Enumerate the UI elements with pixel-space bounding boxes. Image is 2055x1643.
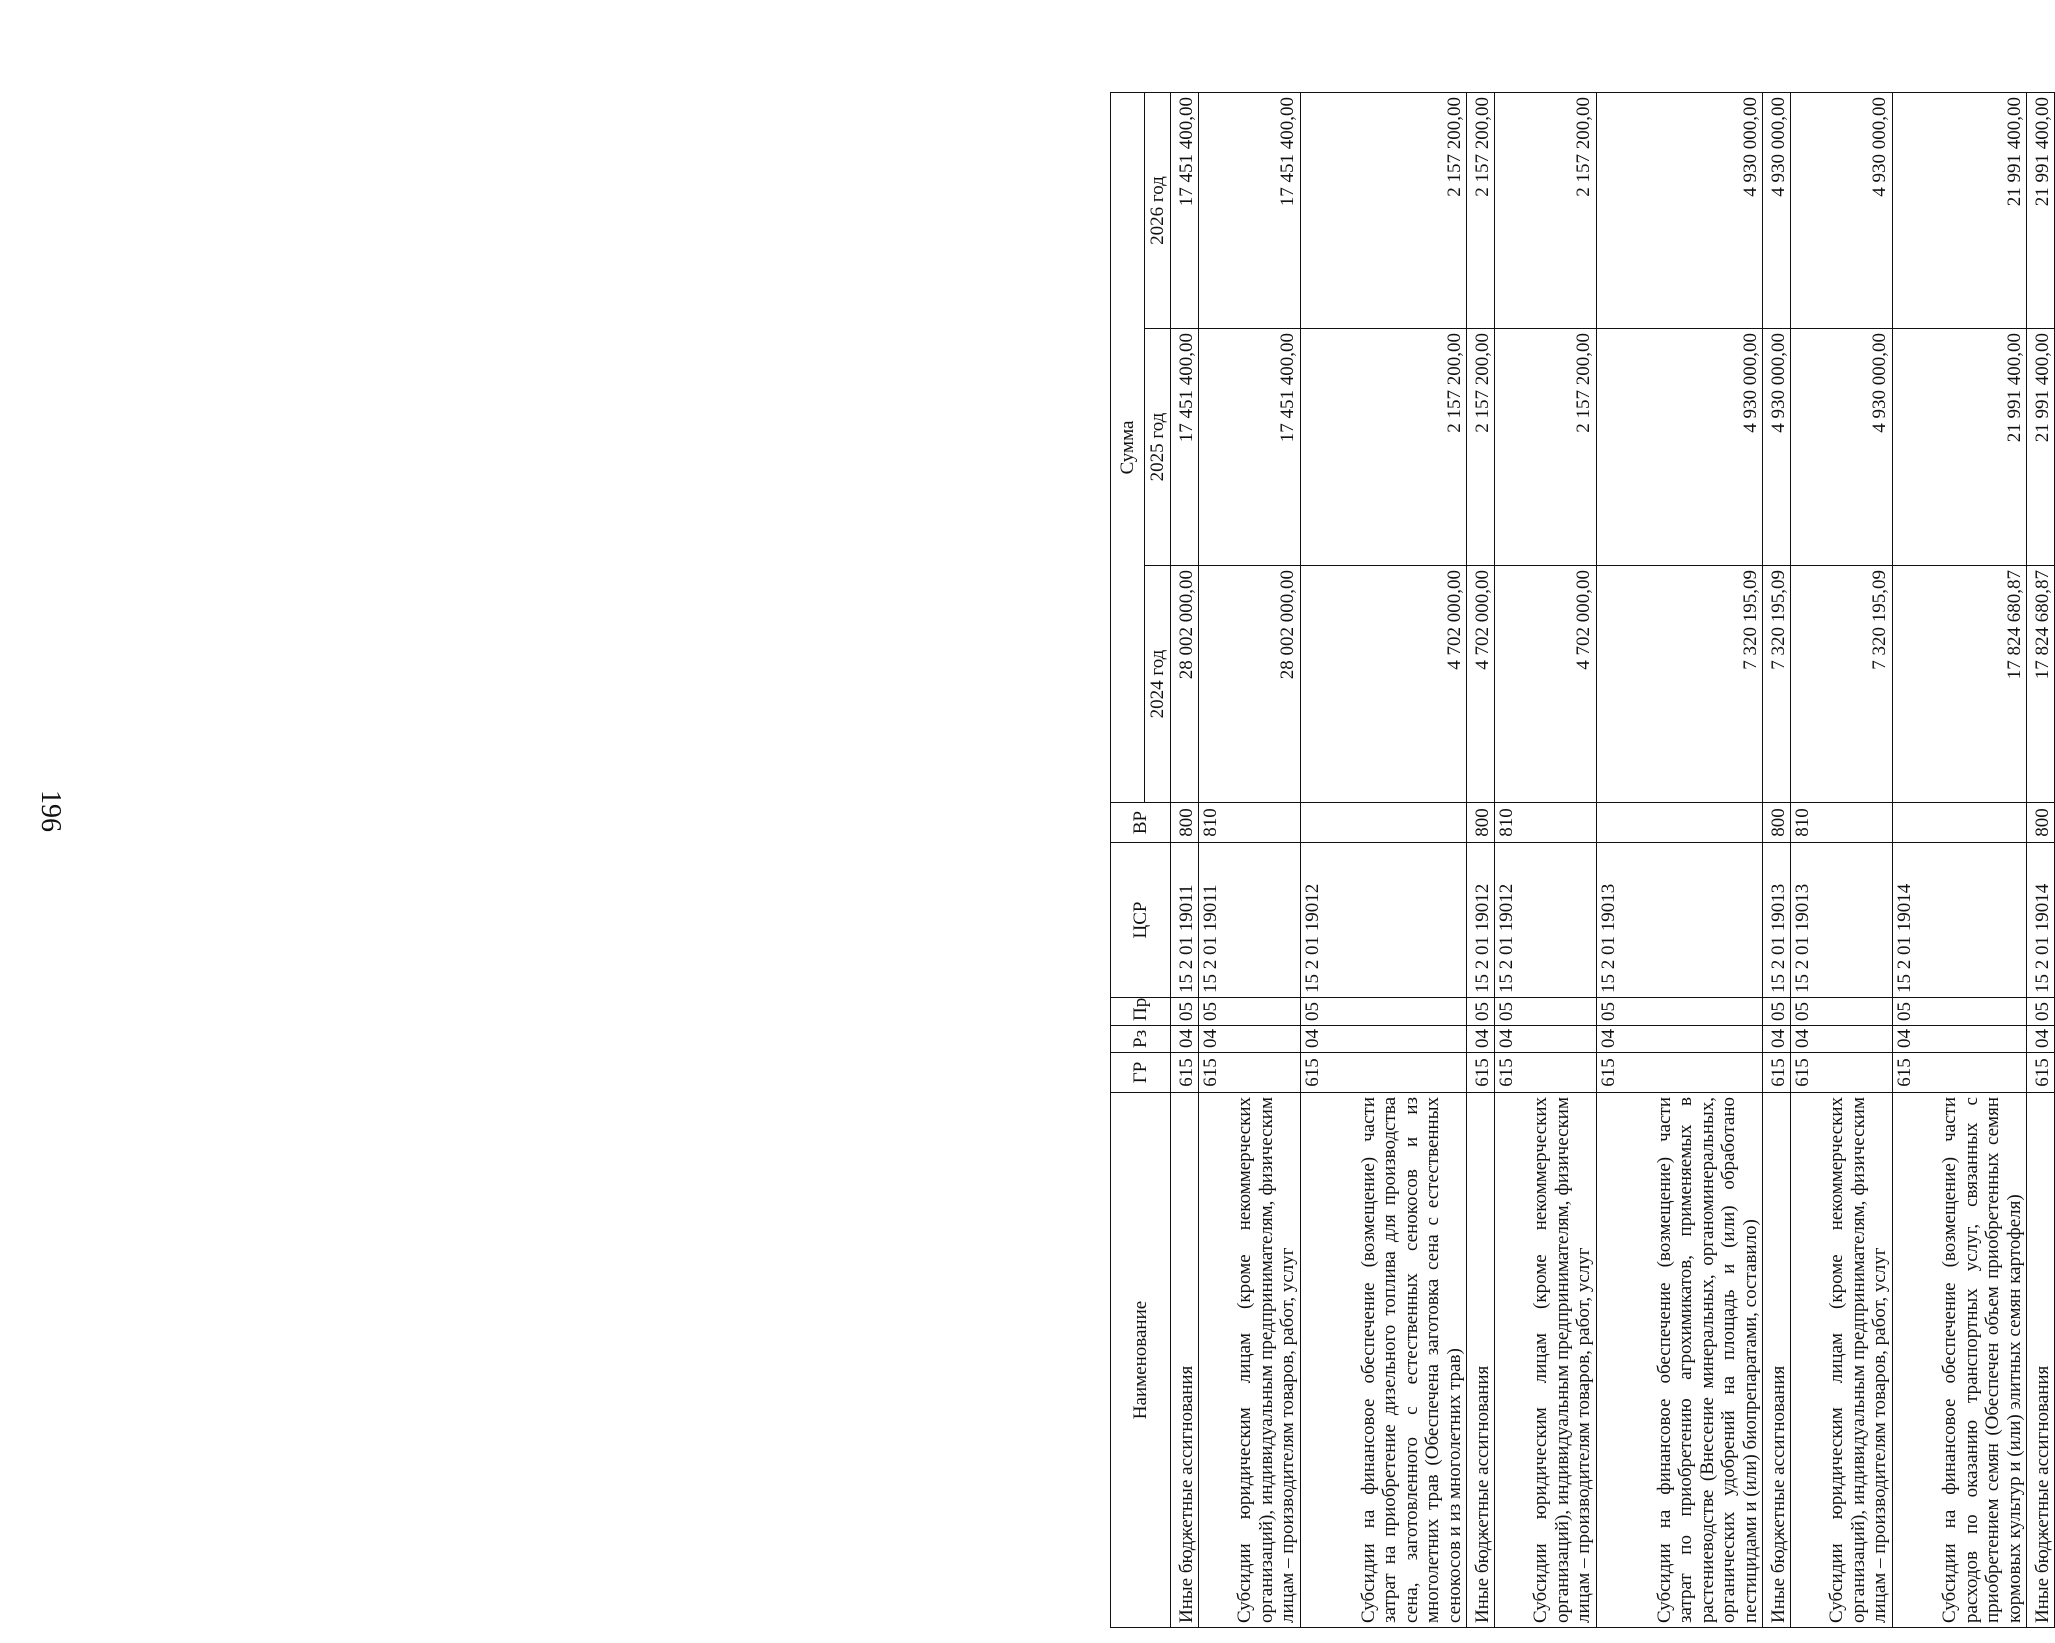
row-gr: 615 bbox=[1892, 1053, 2026, 1093]
row-rz: 04 bbox=[1791, 1026, 1893, 1053]
header-year-2026: 2026 год bbox=[1145, 93, 1171, 329]
row-pr: 05 bbox=[1763, 998, 1791, 1026]
row-name: Иные бюджетные ассигнования bbox=[1763, 1093, 1791, 1628]
row-sum-2024: 4 702 000,00 bbox=[1495, 566, 1597, 803]
header-vr: ВР bbox=[1111, 803, 1171, 843]
row-gr: 615 bbox=[1199, 1053, 1301, 1093]
row-sum-2024: 7 320 195,09 bbox=[1763, 566, 1791, 803]
row-csr: 15 2 01 19011 bbox=[1199, 843, 1301, 998]
row-vr: 800 bbox=[1763, 803, 1791, 843]
row-sum-2025: 2 157 200,00 bbox=[1467, 329, 1495, 566]
row-sum-2025: 4 930 000,00 bbox=[1791, 329, 1893, 566]
row-sum-2025: 2 157 200,00 bbox=[1495, 329, 1597, 566]
table-row bbox=[1467, 93, 1495, 1628]
row-csr: 15 2 01 19012 bbox=[1495, 843, 1597, 998]
row-sum-2024: 4 702 000,00 bbox=[1300, 566, 1466, 803]
row-sum-2026: 4 930 000,00 bbox=[1791, 93, 1893, 329]
row-pr: 05 bbox=[1300, 998, 1466, 1026]
row-gr: 615 bbox=[1467, 1053, 1495, 1093]
row-rz: 04 bbox=[1171, 1026, 1199, 1053]
row-csr: 15 2 01 19011 bbox=[1171, 843, 1199, 998]
header-gr: ГР bbox=[1111, 1053, 1171, 1093]
row-sum-2026: 17 451 400,00 bbox=[1199, 93, 1301, 329]
row-name: Субсидии юридическим лицам (кроме некоммерческих организаций), индивидуальным предпринимателям, физическим лицам – производителям товаров, работ, услуг bbox=[1495, 1093, 1597, 1628]
row-gr: 615 bbox=[2027, 1053, 2055, 1093]
table-row bbox=[2027, 93, 2055, 1628]
row-rz: 04 bbox=[1199, 1026, 1301, 1053]
row-rz: 04 bbox=[1596, 1026, 1762, 1053]
row-sum-2025: 2 157 200,00 bbox=[1300, 329, 1466, 566]
row-sum-2025: 4 930 000,00 bbox=[1596, 329, 1762, 566]
table-header-row bbox=[1111, 93, 1145, 1628]
row-name: Субсидии юридическим лицам (кроме некоммерческих организаций), индивидуальным предпринимателям, физическим лицам – производителям товаров, работ, услуг bbox=[1199, 1093, 1301, 1628]
page-number: 196 bbox=[35, 790, 66, 832]
row-sum-2024: 17 824 680,87 bbox=[1892, 566, 2026, 803]
row-name: Субсидии на финансовое обеспечение (возмещение) части затрат на приобретение дизельного топлива для производства сена, заготовленного с естественных сенокосов и из многолетних трав (Обеспечена заготовка сена с естественных сенокосов и из многолетних трав) bbox=[1300, 1093, 1466, 1628]
row-csr: 15 2 01 19012 bbox=[1467, 843, 1495, 998]
header-pr: Пр bbox=[1111, 998, 1171, 1026]
row-vr: 800 bbox=[2027, 803, 2055, 843]
row-name: Иные бюджетные ассигнования bbox=[1171, 1093, 1199, 1628]
table-row bbox=[1596, 93, 1762, 1628]
header-name: Наименование bbox=[1111, 1093, 1171, 1628]
rotated-page-content bbox=[1110, 93, 2055, 1628]
table-row bbox=[1791, 93, 1893, 1628]
row-csr: 15 2 01 19013 bbox=[1596, 843, 1762, 998]
row-pr: 05 bbox=[1892, 998, 2026, 1026]
row-vr bbox=[1596, 803, 1762, 843]
row-pr: 05 bbox=[2027, 998, 2055, 1026]
header-sum: Сумма bbox=[1111, 93, 1145, 803]
row-sum-2024: 7 320 195,09 bbox=[1791, 566, 1893, 803]
row-csr: 15 2 01 19012 bbox=[1300, 843, 1466, 998]
row-name: Субсидии юридическим лицам (кроме некоммерческих организаций), индивидуальным предпринимателям, физическим лицам – производителям товаров, работ, услуг bbox=[1791, 1093, 1893, 1628]
row-sum-2024: 28 002 000,00 bbox=[1199, 566, 1301, 803]
row-sum-2026: 4 930 000,00 bbox=[1763, 93, 1791, 329]
row-name: Субсидии на финансовое обеспечение (возмещение) части расходов по оказанию транспортных услуг, связанных с приобретением семян (Обеспечен объем приобретенных семян кормовых культур и (или) элитных семян картофеля) bbox=[1892, 1093, 2026, 1628]
row-pr: 05 bbox=[1495, 998, 1597, 1026]
row-pr: 05 bbox=[1467, 998, 1495, 1026]
row-sum-2026: 4 930 000,00 bbox=[1596, 93, 1762, 329]
row-sum-2026: 17 451 400,00 bbox=[1171, 93, 1199, 329]
table-row bbox=[1300, 93, 1466, 1628]
header-csr: ЦСР bbox=[1111, 843, 1171, 998]
table-row bbox=[1171, 93, 1199, 1628]
row-csr: 15 2 01 19014 bbox=[2027, 843, 2055, 998]
row-sum-2025: 4 930 000,00 bbox=[1763, 329, 1791, 566]
row-sum-2026: 21 991 400,00 bbox=[1892, 93, 2026, 329]
row-sum-2024: 7 320 195,09 bbox=[1596, 566, 1762, 803]
row-sum-2025: 21 991 400,00 bbox=[1892, 329, 2026, 566]
row-vr: 800 bbox=[1467, 803, 1495, 843]
row-gr: 615 bbox=[1300, 1053, 1466, 1093]
header-rz: Рз bbox=[1111, 1026, 1171, 1053]
row-name: Иные бюджетные ассигнования bbox=[2027, 1093, 2055, 1628]
row-sum-2024: 17 824 680,87 bbox=[2027, 566, 2055, 803]
table-row bbox=[1199, 93, 1301, 1628]
row-rz: 04 bbox=[1467, 1026, 1495, 1053]
row-rz: 04 bbox=[2027, 1026, 2055, 1053]
header-year-2025: 2025 год bbox=[1145, 329, 1171, 566]
row-vr: 810 bbox=[1791, 803, 1893, 843]
row-vr: 800 bbox=[1171, 803, 1199, 843]
row-rz: 04 bbox=[1763, 1026, 1791, 1053]
row-gr: 615 bbox=[1763, 1053, 1791, 1093]
row-pr: 05 bbox=[1596, 998, 1762, 1026]
row-sum-2024: 28 002 000,00 bbox=[1171, 566, 1199, 803]
row-vr bbox=[1300, 803, 1466, 843]
row-csr: 15 2 01 19013 bbox=[1791, 843, 1893, 998]
table-row bbox=[1495, 93, 1597, 1628]
row-sum-2025: 21 991 400,00 bbox=[2027, 329, 2055, 566]
row-gr: 615 bbox=[1791, 1053, 1893, 1093]
row-csr: 15 2 01 19014 bbox=[1892, 843, 2026, 998]
row-gr: 615 bbox=[1495, 1053, 1597, 1093]
row-rz: 04 bbox=[1892, 1026, 2026, 1053]
row-sum-2026: 2 157 200,00 bbox=[1300, 93, 1466, 329]
header-year-2024: 2024 год bbox=[1145, 566, 1171, 803]
row-vr: 810 bbox=[1495, 803, 1597, 843]
table-row bbox=[1763, 93, 1791, 1628]
row-rz: 04 bbox=[1300, 1026, 1466, 1053]
row-sum-2025: 17 451 400,00 bbox=[1199, 329, 1301, 566]
row-vr: 810 bbox=[1199, 803, 1301, 843]
row-rz: 04 bbox=[1495, 1026, 1597, 1053]
row-name: Иные бюджетные ассигнования bbox=[1467, 1093, 1495, 1628]
row-pr: 05 bbox=[1171, 998, 1199, 1026]
row-sum-2026: 2 157 200,00 bbox=[1495, 93, 1597, 329]
row-sum-2026: 2 157 200,00 bbox=[1467, 93, 1495, 329]
budget-table bbox=[1110, 92, 2055, 1628]
row-sum-2025: 17 451 400,00 bbox=[1171, 329, 1199, 566]
row-vr bbox=[1892, 803, 2026, 843]
row-csr: 15 2 01 19013 bbox=[1763, 843, 1791, 998]
row-gr: 615 bbox=[1171, 1053, 1199, 1093]
row-sum-2024: 4 702 000,00 bbox=[1467, 566, 1495, 803]
row-pr: 05 bbox=[1199, 998, 1301, 1026]
table-row bbox=[1892, 93, 2026, 1628]
row-gr: 615 bbox=[1596, 1053, 1762, 1093]
row-pr: 05 bbox=[1791, 998, 1893, 1026]
row-sum-2026: 21 991 400,00 bbox=[2027, 93, 2055, 329]
row-name: Субсидии на финансовое обеспечение (возмещение) части затрат по приобретению агрохимикатов, применяемых в растениеводстве (Внесение минеральных, органоминеральных, органических удобрений на площадь и (или) обработано пестицидами и (или) биопрепаратами, составило) bbox=[1596, 1093, 1762, 1628]
